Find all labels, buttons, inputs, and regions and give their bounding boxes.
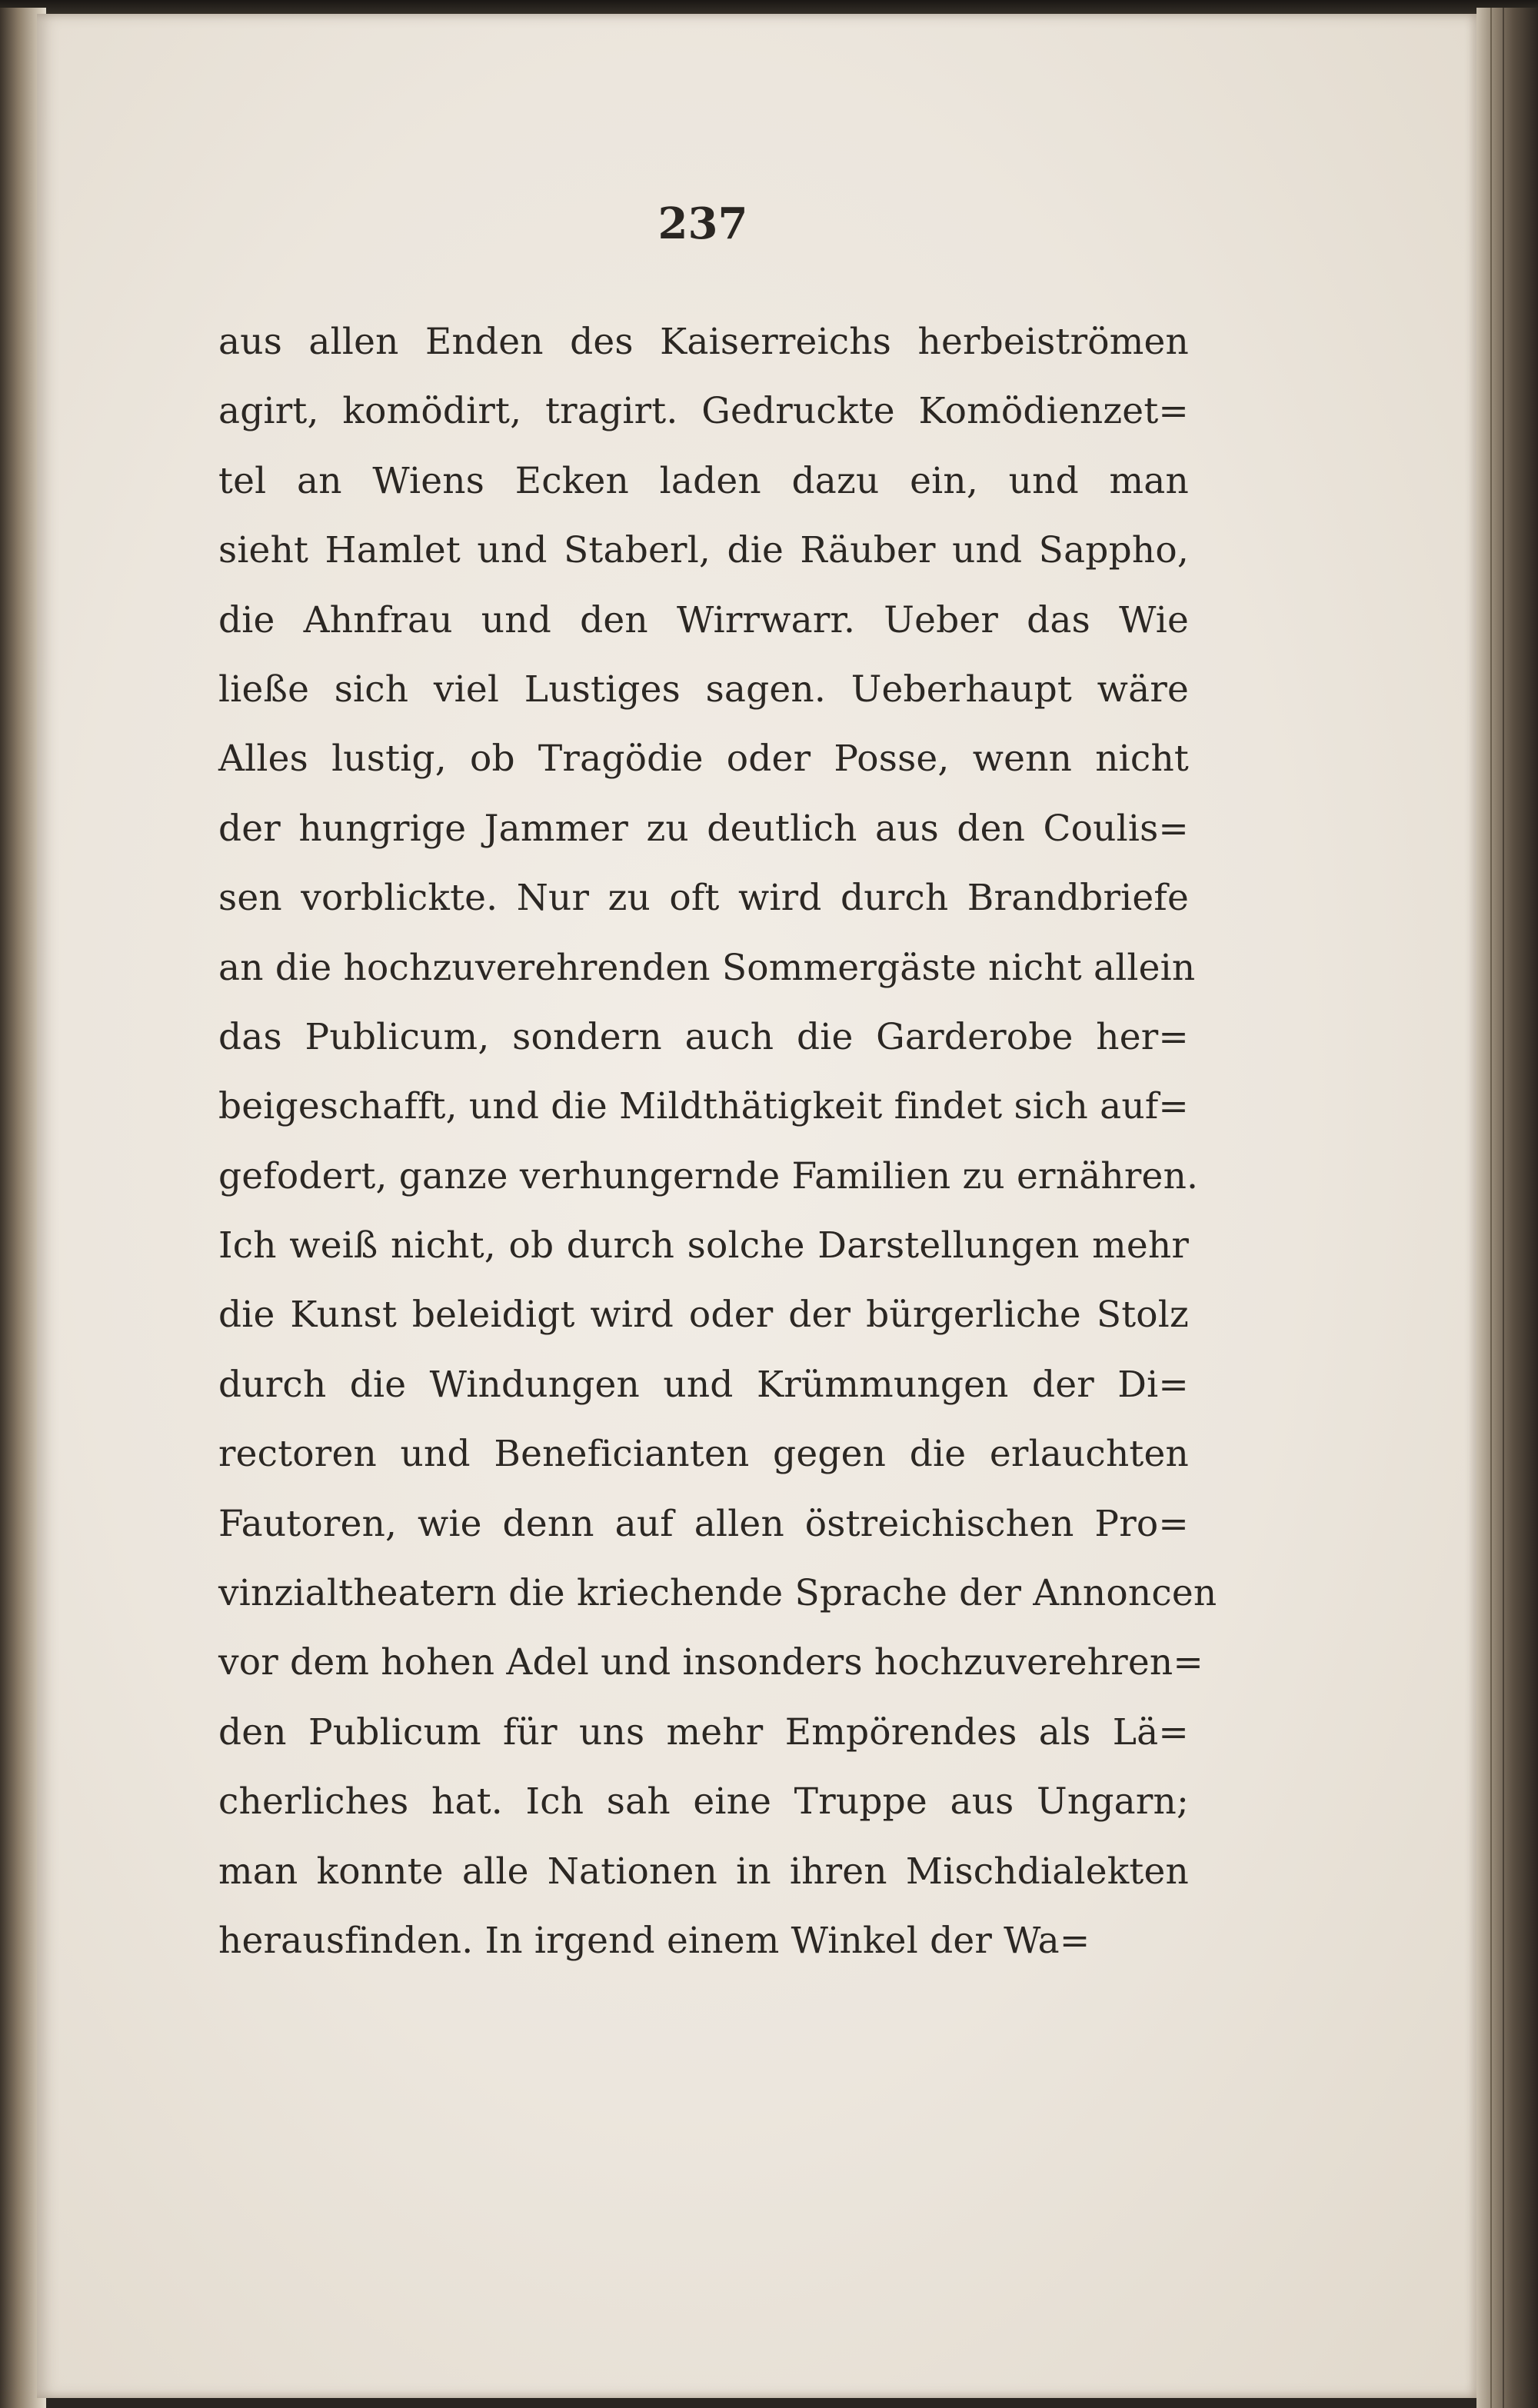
text-line: cherliches hat. Ich sah eine Truppe aus Ungarn; xyxy=(218,1780,1189,1823)
text-line: rectoren und Beneficianten gegen die erlauchten xyxy=(218,1433,1189,1476)
text-line: das Publicum, sondern auch die Garderobe her= xyxy=(218,1015,1189,1058)
text-line: die Kunst beleidigt wird oder der bürgerliche Stolz xyxy=(218,1294,1189,1337)
text-line: gefodert, ganze verhungernde Familien zu ernähren. xyxy=(218,1154,1199,1197)
text-line: durch die Windungen und Krümmungen der Di= xyxy=(218,1363,1189,1406)
text-line: Alles lustig, ob Tragödie oder Posse, wenn nicht xyxy=(218,738,1189,781)
text-line: an die hochzuverehrenden Sommergäste nicht allein xyxy=(218,946,1196,989)
text-line: tel an Wiens Ecken laden dazu ein, und man xyxy=(218,459,1189,502)
book-page xyxy=(37,14,1476,2398)
text-line: man konnte alle Nationen in ihren Mischdialekten xyxy=(218,1850,1189,1893)
text-line: Ich weiß nicht, ob durch solche Darstellungen mehr xyxy=(218,1224,1189,1267)
text-line: sen vorblickte. Nur zu oft wird durch Brandbriefe xyxy=(218,877,1189,920)
text-line: vinzialtheatern die kriechende Sprache der Annoncen xyxy=(218,1572,1217,1615)
text-line: den Publicum für uns mehr Empörendes als Lä= xyxy=(218,1710,1189,1754)
text-line: sieht Hamlet und Staberl, die Räuber und Sappho, xyxy=(218,529,1189,572)
text-line: der hungrige Jammer zu deutlich aus den Coulis= xyxy=(218,807,1189,850)
text-line: Fautoren, wie denn auf allen östreichischen Pro= xyxy=(218,1502,1189,1545)
text-line: aus allen Enden des Kaiserreichs herbeiströmen xyxy=(218,321,1189,363)
text-line: agirt, komödirt, tragirt. Gedruckte Komödienzet= xyxy=(218,390,1189,433)
text-line: beigeschafft, und die Mildthätigkeit findet sich auf= xyxy=(218,1085,1189,1128)
text-line: herausfinden. In irgend einem Winkel der Wa= xyxy=(218,1919,1090,1962)
text-line: vor dem hohen Adel und insonders hochzuverehren= xyxy=(218,1641,1203,1684)
body-text xyxy=(218,308,1217,1976)
text-line: ließe sich viel Lustiges sagen. Ueberhaupt wäre xyxy=(218,668,1189,711)
text-line: die Ahnfrau und den Wirrwarr. Ueber das Wie xyxy=(218,598,1189,641)
page-number: 237 xyxy=(657,198,748,249)
page-stack-edge xyxy=(1476,8,1538,2408)
